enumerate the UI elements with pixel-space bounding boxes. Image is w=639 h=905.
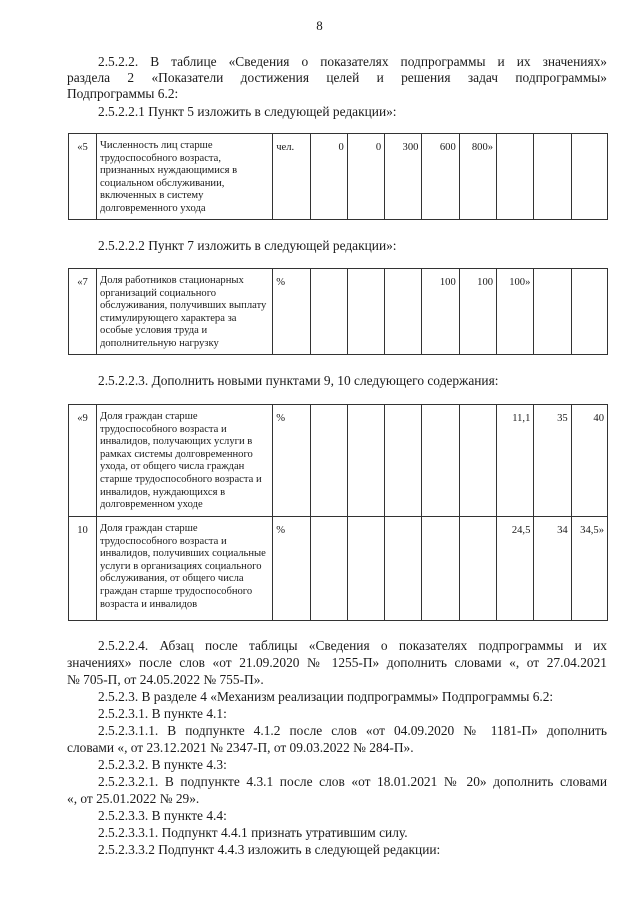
row-number: 10 <box>69 517 97 621</box>
indicator-table-5 <box>68 133 608 220</box>
tail-p1-line-2: значениях» после слов «от 21.09.2020 № 1255-П» дополнить словами «, от 27.04.2021 <box>67 655 607 670</box>
value-cell: 100» <box>497 269 534 355</box>
value-cell: 34 <box>534 517 571 621</box>
unit-cell: % <box>273 517 310 621</box>
value-cell <box>385 405 422 517</box>
value-cell <box>571 269 607 355</box>
indicator-name: Численность лиц старше трудоспособного возраста, признанных нуждающимися в социальном обслуживании, включенных в систему долговременного ухода <box>96 134 272 220</box>
item7-heading: 2.5.2.2.2 Пункт 7 изложить в следующей редакции»: <box>98 238 397 253</box>
value-cell: 600 <box>422 134 459 220</box>
value-cell <box>497 134 534 220</box>
tail-p2: 2.5.2.3. В разделе 4 «Механизм реализации подпрограммы» Подпрограммы 6.2: <box>98 689 554 704</box>
row-number: «7 <box>69 269 97 355</box>
tail-p5: 2.5.2.3.2. В пункте 4.3: <box>98 757 227 772</box>
value-cell <box>385 269 422 355</box>
value-cell <box>459 405 496 517</box>
value-cell <box>571 134 607 220</box>
value-cell: 100 <box>459 269 496 355</box>
tail-p3: 2.5.2.3.1. В пункте 4.1: <box>98 706 227 721</box>
unit-cell: чел. <box>273 134 310 220</box>
tail-p6-line-2: «, от 25.01.2022 № 29». <box>67 791 200 806</box>
unit-cell: % <box>273 405 310 517</box>
tail-p7: 2.5.2.3.3. В пункте 4.4: <box>98 808 227 823</box>
tail-p4-line-1: 2.5.2.3.1.1. В подпункте 4.1.2 после слов «от 04.09.2020 № 1181-П» дополнить <box>98 723 607 738</box>
indicator-table-7 <box>68 268 608 355</box>
row-number: «5 <box>69 134 97 220</box>
value-cell <box>459 517 496 621</box>
value-cell: 11,1 <box>497 405 534 517</box>
value-cell: 800» <box>459 134 496 220</box>
tail-p4-line-2: словами «, от 23.12.2021 № 2347-П, от 09.03.2022 № 284-П». <box>67 740 414 755</box>
value-cell: 40 <box>571 405 607 517</box>
value-cell <box>347 269 384 355</box>
tail-p1-line-1: 2.5.2.2.4. Абзац после таблицы «Сведения о показателях подпрограммы и их <box>98 638 607 653</box>
indicator-name: Доля граждан старше трудоспособного возраста и инвалидов, получивших социальные услуги в организациях социального обслуживания, от общего числа граждан старше трудоспособного возраста и инвалидов <box>96 517 272 621</box>
item5-heading: 2.5.2.2.1 Пункт 5 изложить в следующей редакции»: <box>98 104 397 119</box>
indicator-table-9-10 <box>68 404 608 621</box>
value-cell: 24,5 <box>497 517 534 621</box>
value-cell: 34,5» <box>571 517 607 621</box>
page-number: 8 <box>316 18 323 33</box>
value-cell <box>310 269 347 355</box>
indicator-name: Доля граждан старше трудоспособного возраста и инвалидов, получающих услуги в рамках системы долговременного ухода, от общего числа граждан старше трудоспособного возраста и инвалидов, нуждающихся в долговременном уходе <box>96 405 272 517</box>
value-cell: 35 <box>534 405 571 517</box>
value-cell <box>534 134 571 220</box>
value-cell <box>310 517 347 621</box>
value-cell: 100 <box>422 269 459 355</box>
value-cell: 300 <box>385 134 422 220</box>
tail-p1-line-3: № 705-П, от 24.05.2022 № 755-П». <box>67 672 264 687</box>
value-cell <box>534 269 571 355</box>
table-row <box>69 269 608 355</box>
row-number: «9 <box>69 405 97 517</box>
value-cell <box>347 517 384 621</box>
tail-p6-line-1: 2.5.2.3.2.1. В подпункте 4.3.1 после слов «от 18.01.2021 № 20» дополнить словами <box>98 774 607 789</box>
table-row <box>69 405 608 517</box>
intro-line-2: раздела 2 «Показатели достижения целей и решения задач подпрограммы» <box>67 70 607 85</box>
value-cell <box>422 405 459 517</box>
value-cell <box>422 517 459 621</box>
unit-cell: % <box>273 269 310 355</box>
intro-line-1: 2.5.2.2. В таблице «Сведения о показателях подпрограммы и их значениях» <box>98 54 607 69</box>
table-row <box>69 134 608 220</box>
tail-p9: 2.5.2.3.3.2 Подпункт 4.4.3 изложить в следующей редакции: <box>98 842 441 857</box>
value-cell: 0 <box>347 134 384 220</box>
intro-line-3: Подпрограммы 6.2: <box>67 86 179 101</box>
value-cell: 0 <box>310 134 347 220</box>
item9-10-heading: 2.5.2.2.3. Дополнить новыми пунктами 9, 10 следующего содержания: <box>98 373 499 388</box>
indicator-name: Доля работников стационарных организаций социального обслуживания, получивших выплату стимулирующего характера за особые условия труда и дополнительную нагрузку <box>96 269 272 355</box>
value-cell <box>310 405 347 517</box>
value-cell <box>385 517 422 621</box>
table-row <box>69 517 608 621</box>
value-cell <box>347 405 384 517</box>
tail-p8: 2.5.2.3.3.1. Подпункт 4.4.1 признать утратившим силу. <box>98 825 408 840</box>
